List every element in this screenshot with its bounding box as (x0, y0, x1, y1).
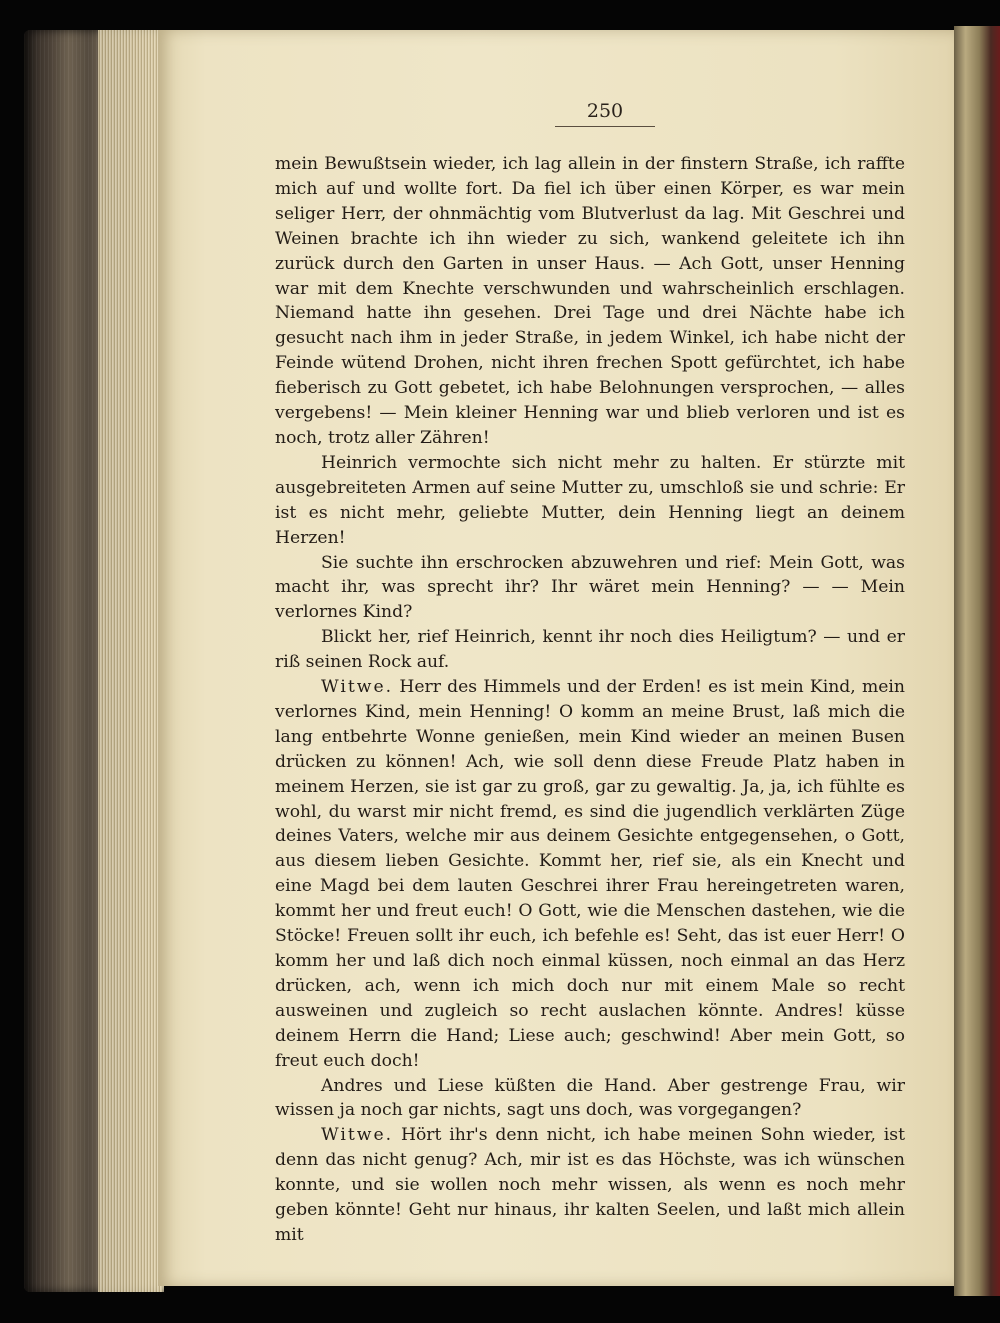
paragraph (275, 451, 905, 551)
paragraph-text: Andres und Liese küßten die Hand. Aber gestrenge Frau, wir wissen ja noch gar nichts, sagt uns doch, was vorgegangen? (275, 1075, 905, 1121)
speaker-name: Witwe. (321, 677, 394, 698)
paragraph (275, 675, 905, 1074)
page-number: 250 (555, 100, 655, 127)
paragraph (275, 1074, 905, 1124)
paragraph (275, 1123, 905, 1248)
paragraph (275, 152, 905, 451)
next-page-edge (954, 26, 1000, 1296)
paragraph-text: Hört ihr's denn nicht, ich habe meinen Sohn wieder, ist denn das nicht genug? Ach, mir ist es das Höchste, was ich wünschen konnte, und sie wollen noch mehr wissen, als wenn es noch mehr geben könnte! Geht nur hinaus, ihr kalten Seelen, und laßt mich allein mit (275, 1125, 905, 1245)
paragraph-text: Heinrich vermochte sich nicht mehr zu halten. Er stürzte mit ausgebreiteten Armen auf seine Mutter zu, umschloß sie und schrie: Er ist es nicht mehr, geliebte Mutter, dein Henning liegt an deinem Herzen! (275, 452, 905, 548)
paragraph (275, 551, 905, 626)
paragraph-text: Herr des Himmels und der Erden! es ist mein Kind, mein verlornes Kind, mein Henning! O komm an meine Brust, laß mich die lang entbehrte Wonne genießen, mein Kind wieder an meinen Busen drücken zu können! Ach, wie soll denn diese Freude Platz haben in meinem Herzen, sie ist gar zu groß, gar zu gewaltig. Ja, ja, ich fühlte es wohl, du warst mir nicht fremd, es sind die jugendlich verklärten Züge deines Vaters, welche mir aus deinem Gesichte entgegensehen, o Gott, aus diesem lieben Gesichte. Kommt her, rief sie, als ein Knecht und eine Magd bei dem lauten Geschrei ihrer Frau hereingetreten waren, kommt her und freut euch! O Gott, wie die Menschen dastehen, wie die Stöcke! Freuen sollt ihr euch, ich befehle es! Seht, das ist euer Herr! O komm her und laß dich noch einmal küssen, noch einmal an das Herz drücken, ach, wenn ich mich doch nur mit einem Male so recht ausweinen und zugleich so recht auslachen könnte. Andres! küsse deinem Herrn die Hand; Liese auch; geschwind! Aber mein Gott, so freut euch doch! (275, 677, 905, 1071)
paragraph (275, 625, 905, 675)
paragraph-text: mein Bewußtsein wieder, ich lag allein in der finstern Straße, ich raffte mich auf und wollte fort. Da fiel ich über einen Körper, es war mein seliger Herr, der ohnmächtig vom Blutverlust da lag. Mit Geschrei und Weinen brachte ich ihn wieder zu sich, wankend geleitete ich ihn zurück durch den Garten in unser Haus. — Ach Gott, unser Henning war mit dem Knechte verschwunden und wahrscheinlich erschlagen. Niemand hatte ihn gesehen. Drei Tage und drei Nächte habe ich gesucht nach ihm in jeder Straße, in jedem Winkel, ich habe nicht der Feinde wütend Drohen, nicht ihren frechen Spott gefürchtet, ich habe fieberisch zu Gott gebetet, ich habe Belohnungen versprochen, — alles vergebens! — Mein kleiner Henning war und blieb verloren und ist es noch, trotz aller Zähren! (275, 154, 905, 448)
body-text (275, 152, 905, 1248)
paragraph-text: Sie suchte ihn erschrocken abzuwehren und rief: Mein Gott, was macht ihr, was sprecht ihr? Ihr wäret mein Henning? — — Mein verlornes Kind? (275, 552, 905, 623)
page-edges (98, 30, 162, 1292)
paragraph-text: Blickt her, rief Heinrich, kennt ihr noch dies Heiligtum? — und er riß seinen Rock auf. (275, 627, 905, 673)
speaker-name: Witwe. (321, 1125, 394, 1146)
